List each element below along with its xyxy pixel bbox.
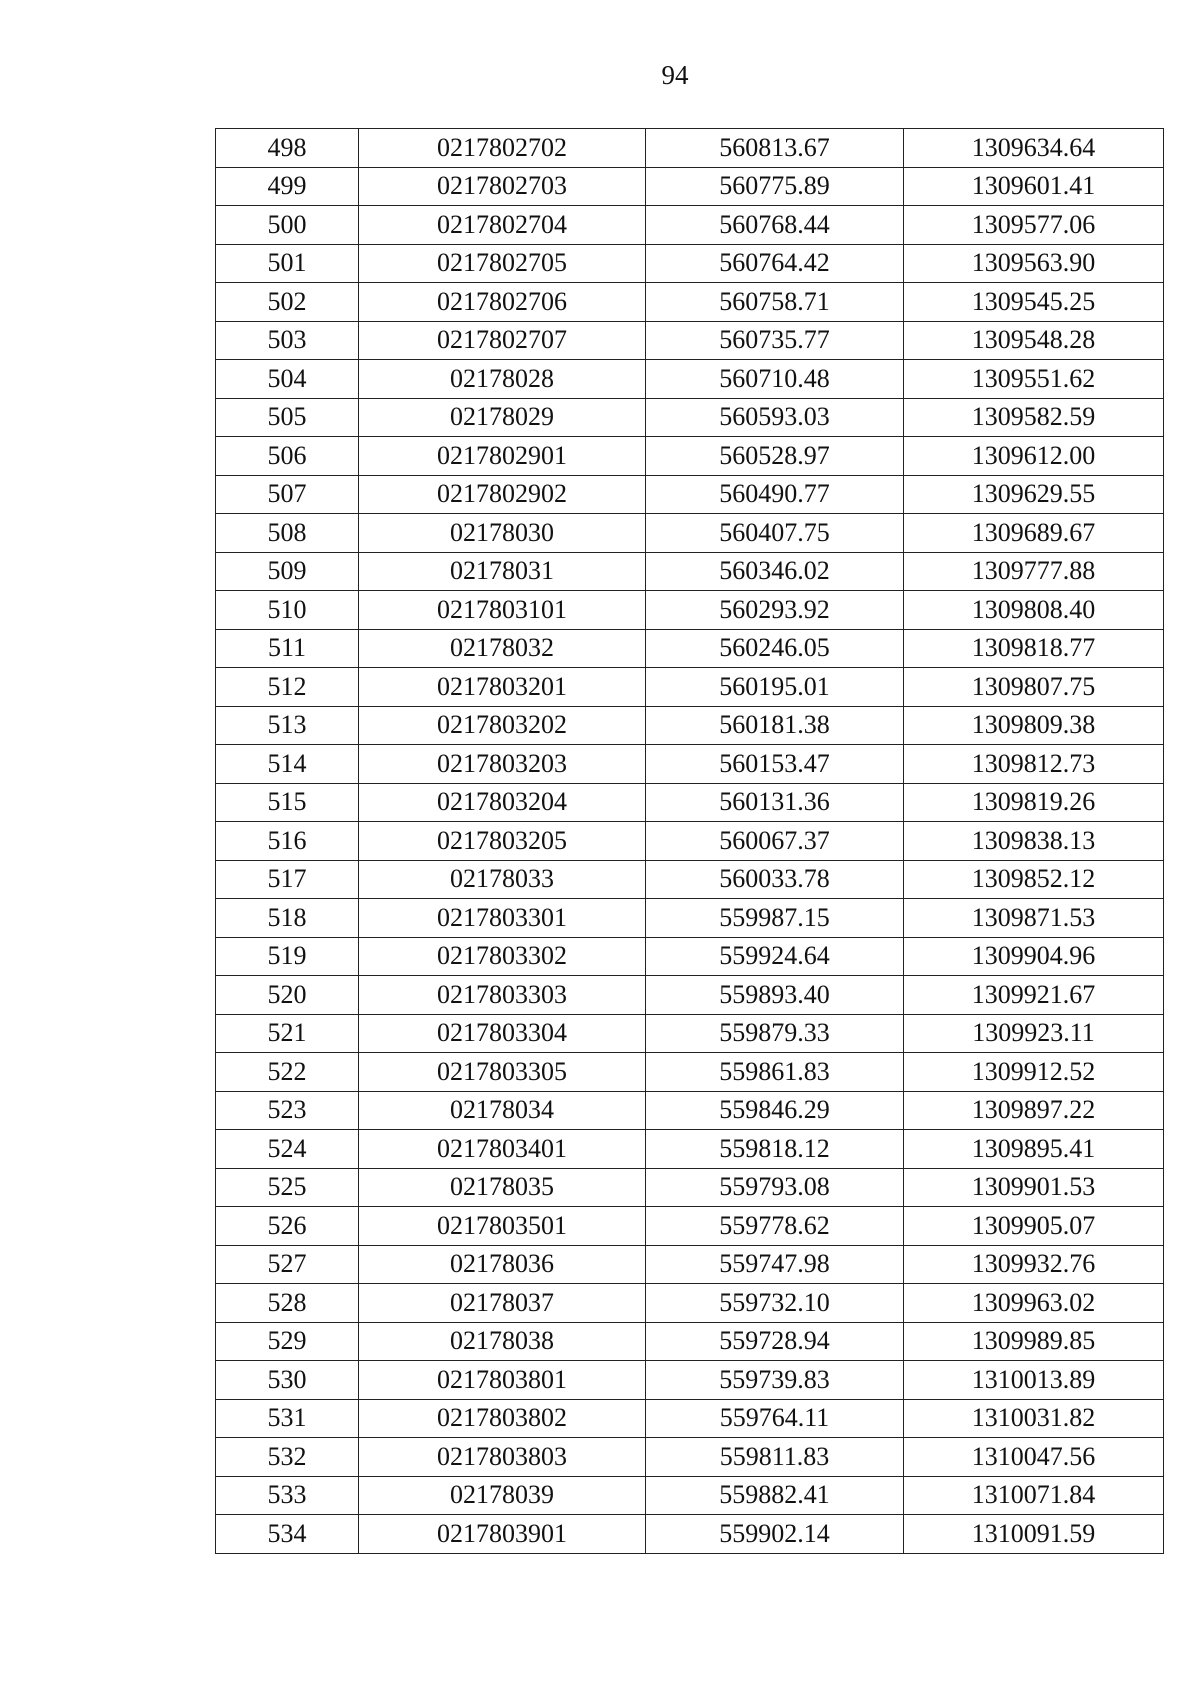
point-id-cell: 02178034	[359, 1091, 646, 1130]
table-row	[216, 745, 1164, 784]
y-coordinate-cell: 1310031.82	[904, 1399, 1164, 1438]
y-coordinate-cell: 1309989.85	[904, 1322, 1164, 1361]
point-id-cell: 0217803302	[359, 937, 646, 976]
row-number-cell: 522	[216, 1053, 359, 1092]
point-id-cell: 0217803204	[359, 783, 646, 822]
x-coordinate-cell: 559778.62	[646, 1207, 904, 1246]
point-id-cell: 02178031	[359, 552, 646, 591]
point-id-cell: 02178033	[359, 860, 646, 899]
row-number-cell: 517	[216, 860, 359, 899]
x-coordinate-cell: 559747.98	[646, 1245, 904, 1284]
x-coordinate-cell: 560490.77	[646, 475, 904, 514]
point-id-cell: 02178039	[359, 1476, 646, 1515]
y-coordinate-cell: 1309912.52	[904, 1053, 1164, 1092]
x-coordinate-cell: 560758.71	[646, 283, 904, 322]
point-id-cell: 0217802706	[359, 283, 646, 322]
table-row	[216, 629, 1164, 668]
table-row	[216, 1091, 1164, 1130]
row-number-cell: 531	[216, 1399, 359, 1438]
row-number-cell: 532	[216, 1438, 359, 1477]
x-coordinate-cell: 560528.97	[646, 437, 904, 476]
table-row	[216, 668, 1164, 707]
point-id-cell: 0217803802	[359, 1399, 646, 1438]
row-number-cell: 509	[216, 552, 359, 591]
y-coordinate-cell: 1309904.96	[904, 937, 1164, 976]
y-coordinate-cell: 1309819.26	[904, 783, 1164, 822]
table-row	[216, 783, 1164, 822]
x-coordinate-cell: 560768.44	[646, 206, 904, 245]
point-id-cell: 02178037	[359, 1284, 646, 1323]
point-id-cell: 0217802704	[359, 206, 646, 245]
x-coordinate-cell: 560407.75	[646, 514, 904, 553]
y-coordinate-cell: 1309601.41	[904, 167, 1164, 206]
x-coordinate-cell: 559893.40	[646, 976, 904, 1015]
row-number-cell: 528	[216, 1284, 359, 1323]
row-number-cell: 527	[216, 1245, 359, 1284]
point-id-cell: 0217803301	[359, 899, 646, 938]
row-number-cell: 512	[216, 668, 359, 707]
table-body	[216, 129, 1164, 1554]
point-id-cell: 0217803201	[359, 668, 646, 707]
row-number-cell: 533	[216, 1476, 359, 1515]
row-number-cell: 529	[216, 1322, 359, 1361]
row-number-cell: 525	[216, 1168, 359, 1207]
y-coordinate-cell: 1310047.56	[904, 1438, 1164, 1477]
y-coordinate-cell: 1309901.53	[904, 1168, 1164, 1207]
row-number-cell: 514	[216, 745, 359, 784]
row-number-cell: 498	[216, 129, 359, 168]
table-row	[216, 244, 1164, 283]
x-coordinate-cell: 560293.92	[646, 591, 904, 630]
y-coordinate-cell: 1309634.64	[904, 129, 1164, 168]
table-row	[216, 398, 1164, 437]
table-row	[216, 1515, 1164, 1554]
y-coordinate-cell: 1310071.84	[904, 1476, 1164, 1515]
y-coordinate-cell: 1309921.67	[904, 976, 1164, 1015]
x-coordinate-cell: 559846.29	[646, 1091, 904, 1130]
row-number-cell: 515	[216, 783, 359, 822]
point-id-cell: 0217803203	[359, 745, 646, 784]
table-row	[216, 514, 1164, 553]
y-coordinate-cell: 1309808.40	[904, 591, 1164, 630]
row-number-cell: 526	[216, 1207, 359, 1246]
x-coordinate-cell: 560710.48	[646, 360, 904, 399]
point-id-cell: 0217803304	[359, 1014, 646, 1053]
y-coordinate-cell: 1309905.07	[904, 1207, 1164, 1246]
row-number-cell: 523	[216, 1091, 359, 1130]
page-number: 94	[661, 60, 689, 90]
row-number-cell: 503	[216, 321, 359, 360]
y-coordinate-cell: 1309963.02	[904, 1284, 1164, 1323]
coordinates-table	[215, 128, 1164, 1554]
table-row	[216, 1207, 1164, 1246]
point-id-cell: 02178028	[359, 360, 646, 399]
table-row	[216, 1361, 1164, 1400]
row-number-cell: 524	[216, 1130, 359, 1169]
y-coordinate-cell: 1309629.55	[904, 475, 1164, 514]
table-row	[216, 1399, 1164, 1438]
table-row	[216, 1168, 1164, 1207]
table-row	[216, 167, 1164, 206]
row-number-cell: 508	[216, 514, 359, 553]
x-coordinate-cell: 560775.89	[646, 167, 904, 206]
table-row	[216, 1014, 1164, 1053]
y-coordinate-cell: 1309812.73	[904, 745, 1164, 784]
table-row	[216, 206, 1164, 245]
table-row	[216, 1322, 1164, 1361]
y-coordinate-cell: 1309838.13	[904, 822, 1164, 861]
table-row	[216, 937, 1164, 976]
point-id-cell: 0217802702	[359, 129, 646, 168]
table-row	[216, 1438, 1164, 1477]
x-coordinate-cell: 560153.47	[646, 745, 904, 784]
row-number-cell: 534	[216, 1515, 359, 1554]
y-coordinate-cell: 1309923.11	[904, 1014, 1164, 1053]
y-coordinate-cell: 1309577.06	[904, 206, 1164, 245]
point-id-cell: 0217802902	[359, 475, 646, 514]
x-coordinate-cell: 560764.42	[646, 244, 904, 283]
table-row	[216, 321, 1164, 360]
y-coordinate-cell: 1309563.90	[904, 244, 1164, 283]
point-id-cell: 0217803101	[359, 591, 646, 630]
table-row	[216, 860, 1164, 899]
x-coordinate-cell: 559793.08	[646, 1168, 904, 1207]
table-row	[216, 591, 1164, 630]
table-row	[216, 899, 1164, 938]
point-id-cell: 0217803801	[359, 1361, 646, 1400]
x-coordinate-cell: 559987.15	[646, 899, 904, 938]
x-coordinate-cell: 559924.64	[646, 937, 904, 976]
row-number-cell: 500	[216, 206, 359, 245]
point-id-cell: 0217803501	[359, 1207, 646, 1246]
y-coordinate-cell: 1309777.88	[904, 552, 1164, 591]
point-id-cell: 0217803305	[359, 1053, 646, 1092]
table-row	[216, 1053, 1164, 1092]
row-number-cell: 518	[216, 899, 359, 938]
x-coordinate-cell: 560067.37	[646, 822, 904, 861]
x-coordinate-cell: 559739.83	[646, 1361, 904, 1400]
y-coordinate-cell: 1309612.00	[904, 437, 1164, 476]
table-row	[216, 1130, 1164, 1169]
x-coordinate-cell: 560033.78	[646, 860, 904, 899]
row-number-cell: 506	[216, 437, 359, 476]
point-id-cell: 0217802707	[359, 321, 646, 360]
x-coordinate-cell: 560346.02	[646, 552, 904, 591]
point-id-cell: 02178035	[359, 1168, 646, 1207]
point-id-cell: 0217803303	[359, 976, 646, 1015]
table-row	[216, 283, 1164, 322]
point-id-cell: 0217802705	[359, 244, 646, 283]
row-number-cell: 504	[216, 360, 359, 399]
point-id-cell: 02178030	[359, 514, 646, 553]
x-coordinate-cell: 559818.12	[646, 1130, 904, 1169]
row-number-cell: 513	[216, 706, 359, 745]
point-id-cell: 0217802703	[359, 167, 646, 206]
point-id-cell: 0217803803	[359, 1438, 646, 1477]
row-number-cell: 505	[216, 398, 359, 437]
x-coordinate-cell: 559764.11	[646, 1399, 904, 1438]
y-coordinate-cell: 1309551.62	[904, 360, 1164, 399]
table-row	[216, 706, 1164, 745]
table-row	[216, 437, 1164, 476]
y-coordinate-cell: 1310013.89	[904, 1361, 1164, 1400]
row-number-cell: 521	[216, 1014, 359, 1053]
y-coordinate-cell: 1309871.53	[904, 899, 1164, 938]
y-coordinate-cell: 1309807.75	[904, 668, 1164, 707]
x-coordinate-cell: 560813.67	[646, 129, 904, 168]
table-row	[216, 360, 1164, 399]
y-coordinate-cell: 1309548.28	[904, 321, 1164, 360]
table-row	[216, 552, 1164, 591]
point-id-cell: 0217803205	[359, 822, 646, 861]
point-id-cell: 02178036	[359, 1245, 646, 1284]
table-row	[216, 1284, 1164, 1323]
row-number-cell: 516	[216, 822, 359, 861]
point-id-cell: 0217803202	[359, 706, 646, 745]
x-coordinate-cell: 560246.05	[646, 629, 904, 668]
row-number-cell: 530	[216, 1361, 359, 1400]
y-coordinate-cell: 1309895.41	[904, 1130, 1164, 1169]
point-id-cell: 0217803901	[359, 1515, 646, 1554]
x-coordinate-cell: 559902.14	[646, 1515, 904, 1554]
x-coordinate-cell: 560593.03	[646, 398, 904, 437]
x-coordinate-cell: 559861.83	[646, 1053, 904, 1092]
y-coordinate-cell: 1309545.25	[904, 283, 1164, 322]
y-coordinate-cell: 1309689.67	[904, 514, 1164, 553]
point-id-cell: 0217802901	[359, 437, 646, 476]
x-coordinate-cell: 560735.77	[646, 321, 904, 360]
point-id-cell: 0217803401	[359, 1130, 646, 1169]
table-row	[216, 1245, 1164, 1284]
table-row	[216, 976, 1164, 1015]
x-coordinate-cell: 559728.94	[646, 1322, 904, 1361]
row-number-cell: 519	[216, 937, 359, 976]
y-coordinate-cell: 1309897.22	[904, 1091, 1164, 1130]
point-id-cell: 02178029	[359, 398, 646, 437]
table-row	[216, 129, 1164, 168]
table-row	[216, 475, 1164, 514]
x-coordinate-cell: 559732.10	[646, 1284, 904, 1323]
x-coordinate-cell: 560181.38	[646, 706, 904, 745]
y-coordinate-cell: 1309809.38	[904, 706, 1164, 745]
row-number-cell: 501	[216, 244, 359, 283]
point-id-cell: 02178038	[359, 1322, 646, 1361]
y-coordinate-cell: 1309852.12	[904, 860, 1164, 899]
table-row	[216, 822, 1164, 861]
y-coordinate-cell: 1309932.76	[904, 1245, 1164, 1284]
y-coordinate-cell: 1309582.59	[904, 398, 1164, 437]
y-coordinate-cell: 1309818.77	[904, 629, 1164, 668]
point-id-cell: 02178032	[359, 629, 646, 668]
x-coordinate-cell: 559811.83	[646, 1438, 904, 1477]
row-number-cell: 499	[216, 167, 359, 206]
y-coordinate-cell: 1310091.59	[904, 1515, 1164, 1554]
x-coordinate-cell: 559879.33	[646, 1014, 904, 1053]
row-number-cell: 511	[216, 629, 359, 668]
x-coordinate-cell: 560131.36	[646, 783, 904, 822]
x-coordinate-cell: 560195.01	[646, 668, 904, 707]
row-number-cell: 502	[216, 283, 359, 322]
row-number-cell: 507	[216, 475, 359, 514]
x-coordinate-cell: 559882.41	[646, 1476, 904, 1515]
row-number-cell: 510	[216, 591, 359, 630]
row-number-cell: 520	[216, 976, 359, 1015]
table-row	[216, 1476, 1164, 1515]
